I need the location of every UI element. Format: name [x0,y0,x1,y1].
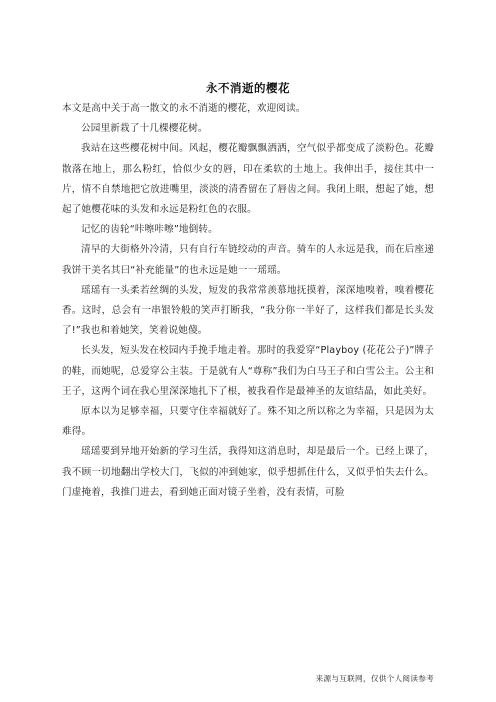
paragraph: 瑶瑶有一头柔若丝绸的头发，短发的我常常羡慕地抚摸着，深深地嗅着，嗅着樱花香。这时，总会有一串银铃般的笑声打断我，“我分你一半好了，这样我们都是长头发了!”我也和着她笑，笑着说她傻。 [62,284,434,337]
document-title: 永不消逝的樱花 [206,81,290,95]
paragraph: 原本以为足够幸福，只要守住幸福就好了。殊不知之所以称之为幸福，只是因为太难得。 [62,406,434,438]
document-body [62,99,434,503]
paragraph-intro: 本文是高中关于高一散文的永不消逝的樱花，欢迎阅读。 [62,103,306,114]
paragraph: 公园里新栽了十几棵樱花树。 [81,123,208,135]
paragraph: 长头发，短头发在校园内手挽手地走着。那时的我爱穿“Playboy (花花公子)”牌子的鞋，而她呢，总爱穿公主装。于是就有人“尊称”我们为白马王子和白雪公主。公主和王子，这两个词在我心里深深地扎下了根，被我看作是最神圣的友谊结晶，如此美好。 [62,345,434,397]
paragraph: 清早的大街格外冷清，只有自行车链绞动的声音。骑车的人永远是我，而在后座递我饼干美名其曰“补充能量”的也永远是她一一瑶瑶。 [62,244,434,276]
paragraph: 瑶瑶要到异地开始新的学习生活，我得知这消息时，却是最后一个。已经上课了，我不顾一切地翻出学校大门，飞似的冲到她家，似乎想抓住什么，又似乎怕失去什么。门虚掩着，我推门进去，看到她正面对镜子坐着，没有表情，可脸 [62,446,434,498]
paragraph: 记忆的齿轮“咔嚓咔嚓”地倒转。 [81,224,218,236]
paragraph: 我站在这些樱花树中间。风起，樱花瓣飘飘洒洒，空气似乎都变成了淡粉色。花瓣散落在地上，那么粉红，恰似少女的唇，印在柔软的土地上。我伸出手，接住其中一片，情不自禁地把它放进嘴里，淡淡的清香留在了唇齿之间。我闭上眼，想起了她，想起了她樱花味的头发和永远是粉红色的衣服。 [62,143,434,216]
source-footer-note: 来源与互联网，仅供个人阅读参考 [315,674,434,683]
